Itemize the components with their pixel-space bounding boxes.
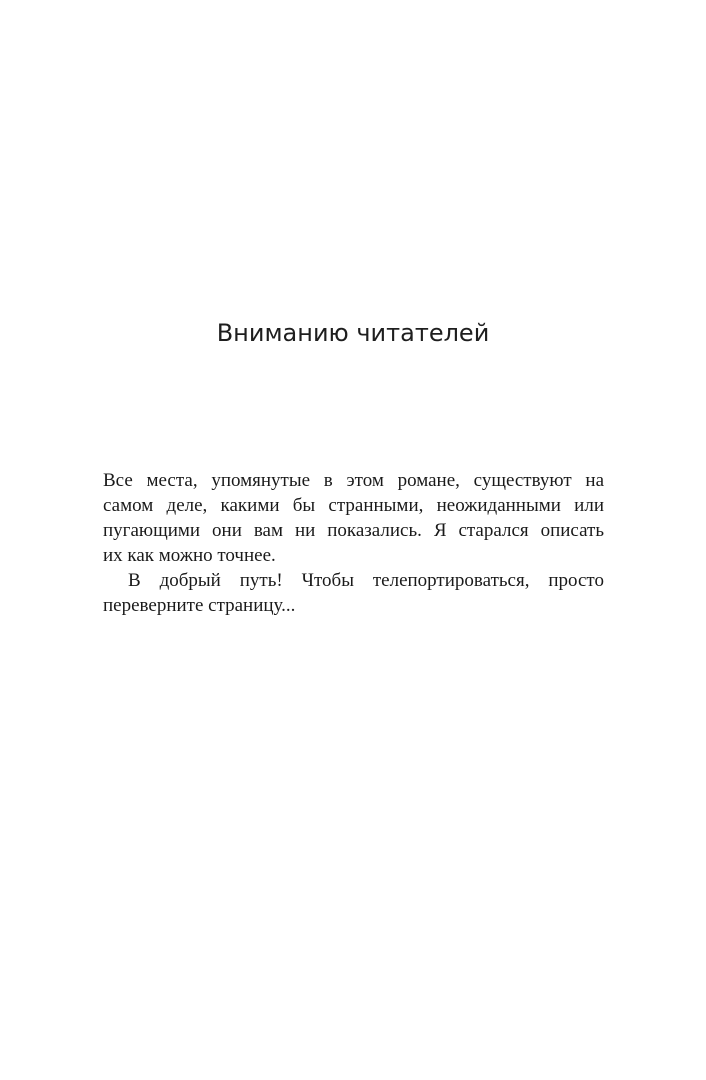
text-line: переверните страницу... (103, 595, 296, 616)
text-line: В добрый путь! Чтобы телепортироваться, просто (128, 570, 604, 591)
notice-text (103, 468, 604, 618)
paragraph-1 (103, 468, 604, 568)
text-line: пугающими они вам ни показались. Я старался описать (103, 520, 604, 541)
text-line: Все места, упомянутые в этом романе, существуют на (103, 470, 604, 491)
page-title: Вниманию читателей (216, 319, 490, 347)
paragraph-2 (103, 568, 604, 618)
text-line: самом деле, какими бы странными, неожиданными или (103, 495, 604, 516)
text-line: их как можно точнее. (103, 545, 276, 566)
